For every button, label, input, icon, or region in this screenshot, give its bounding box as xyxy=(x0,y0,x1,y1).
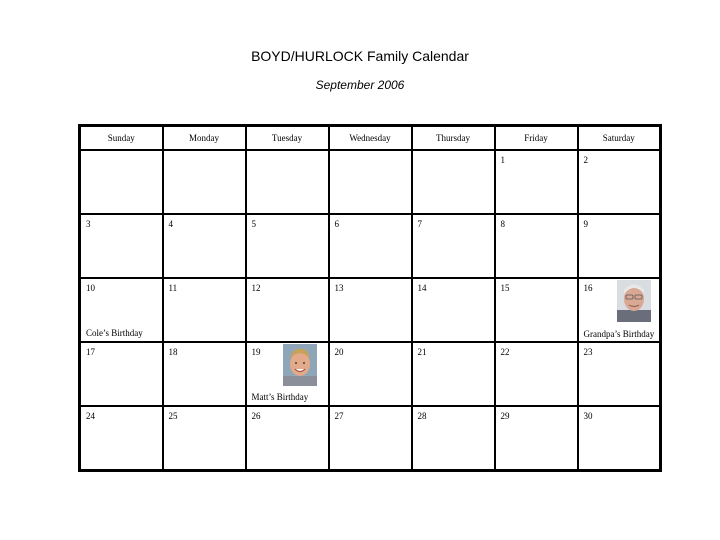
day-number: 20 xyxy=(334,347,344,357)
day-cell xyxy=(329,214,412,278)
day-number: 10 xyxy=(86,283,95,293)
day-number: 29 xyxy=(500,411,510,421)
weekday-friday: Friday xyxy=(495,126,578,151)
day-cell xyxy=(412,342,495,406)
day-cell xyxy=(412,150,495,214)
day-number: 2 xyxy=(583,155,588,165)
weekday-tuesday: Tuesday xyxy=(246,126,329,151)
day-number: 27 xyxy=(334,411,344,421)
day-cell xyxy=(246,406,329,471)
day-number: 3 xyxy=(86,219,91,229)
day-cell xyxy=(246,278,329,342)
day-cell xyxy=(246,214,329,278)
grandpa-photo xyxy=(617,280,651,322)
matt-birthday-note: Matt’s Birthday xyxy=(251,392,309,402)
day-cell xyxy=(578,278,661,342)
matt-photo xyxy=(283,344,317,386)
day-number: 19 xyxy=(251,347,261,357)
day-cell xyxy=(80,150,163,214)
weekday-header-row xyxy=(80,126,661,151)
day-cell xyxy=(80,278,163,342)
day-cell xyxy=(412,214,495,278)
day-cell xyxy=(412,278,495,342)
day-cell xyxy=(495,214,578,278)
day-cell xyxy=(329,406,412,471)
day-cell xyxy=(163,278,246,342)
weekday-sunday: Sunday xyxy=(80,126,163,151)
day-cell xyxy=(329,150,412,214)
day-number: 17 xyxy=(86,347,95,357)
day-cell xyxy=(80,214,163,278)
day-number: 13 xyxy=(334,283,344,293)
day-cell xyxy=(578,342,661,406)
day-cell xyxy=(163,214,246,278)
day-cell xyxy=(246,342,329,406)
day-cell xyxy=(80,342,163,406)
day-number: 12 xyxy=(251,283,261,293)
day-cell xyxy=(495,342,578,406)
cole-birthday-note: Cole’s Birthday xyxy=(86,328,143,338)
week-row xyxy=(80,342,661,406)
day-number: 25 xyxy=(168,411,178,421)
day-cell xyxy=(163,150,246,214)
week-row xyxy=(80,150,661,214)
day-cell xyxy=(246,150,329,214)
day-number: 15 xyxy=(500,283,510,293)
day-number: 5 xyxy=(251,219,256,229)
weekday-thursday: Thursday xyxy=(412,126,495,151)
day-number: 21 xyxy=(417,347,427,357)
weekday-monday: Monday xyxy=(163,126,246,151)
day-number: 14 xyxy=(417,283,427,293)
grandpa-birthday-note: Grandpa’s Birthday xyxy=(583,329,655,339)
day-number: 9 xyxy=(583,219,588,229)
day-cell xyxy=(80,406,163,471)
day-cell xyxy=(163,406,246,471)
day-number: 26 xyxy=(251,411,261,421)
day-cell xyxy=(495,278,578,342)
day-cell xyxy=(495,150,578,214)
day-cell xyxy=(578,150,661,214)
day-number: 1 xyxy=(500,155,505,165)
day-number: 30 xyxy=(583,411,593,421)
day-number: 24 xyxy=(86,411,95,421)
day-number: 22 xyxy=(500,347,510,357)
week-row xyxy=(80,406,661,471)
day-cell xyxy=(329,278,412,342)
day-cell xyxy=(578,406,661,471)
day-number: 18 xyxy=(168,347,178,357)
day-cell xyxy=(412,406,495,471)
calendar-grid xyxy=(78,124,662,472)
day-cell xyxy=(495,406,578,471)
day-number: 6 xyxy=(334,219,339,229)
week-row xyxy=(80,214,661,278)
day-number: 8 xyxy=(500,219,505,229)
day-number: 4 xyxy=(168,219,173,229)
day-cell xyxy=(329,342,412,406)
weekday-wednesday: Wednesday xyxy=(329,126,412,151)
day-number: 28 xyxy=(417,411,427,421)
day-number: 11 xyxy=(168,283,178,293)
day-cell xyxy=(578,214,661,278)
day-number: 16 xyxy=(583,283,593,293)
calendar-title: BOYD/HURLOCK Family Calendar xyxy=(251,48,469,64)
week-row xyxy=(80,278,661,342)
weekday-saturday: Saturday xyxy=(578,126,661,151)
day-cell xyxy=(163,342,246,406)
calendar-month: September 2006 xyxy=(315,78,405,92)
day-number: 23 xyxy=(583,347,593,357)
day-number: 7 xyxy=(417,219,422,229)
